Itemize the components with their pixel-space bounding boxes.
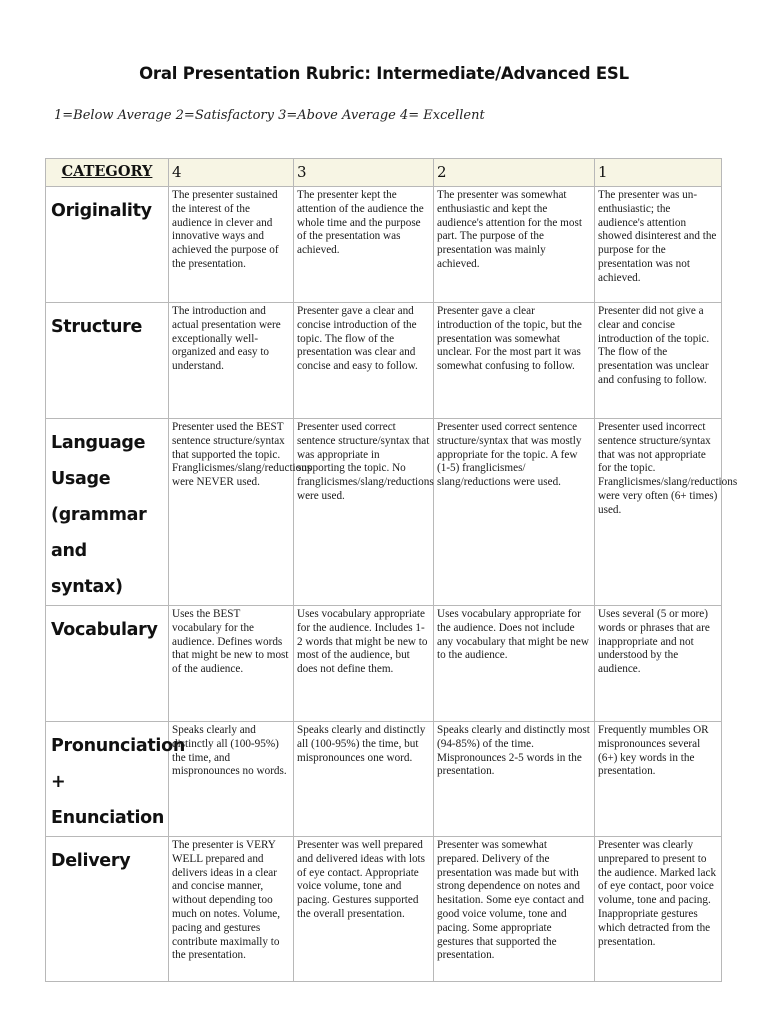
cell-score-1: Presenter used incorrect sentence structure/syntax that was not appropriate for the topic. Franglicismes/slang/reductions were very often (6+ times) used. [595, 419, 722, 606]
cell-score-4: The presenter sustained the interest of the audience in clever and innovative ways and achieved the purpose of the presentation. [169, 187, 294, 303]
cell-score-2: Presenter gave a clear introduction of the topic, but the presentation was somewhat unclear. For the most part it was somewhat confusing to follow. [434, 303, 595, 419]
cell-score-2: Presenter used correct sentence structure/syntax that was mostly appropriate for the topic. A few (1-5) franglicismes/ slang/reductions were used. [434, 419, 595, 606]
cell-score-3: Uses vocabulary appropriate for the audience. Includes 1-2 words that might be new to most of the audience, but does not define them. [294, 606, 434, 722]
cell-score-3: Speaks clearly and distinctly all (100-95%) the time, but mispronounces one word. [294, 722, 434, 837]
row-category-label: Structure [46, 303, 169, 419]
cell-score-4: Speaks clearly and distinctly all (100-95%) the time, and mispronounces no words. [169, 722, 294, 837]
table-row [46, 419, 722, 606]
cell-score-4: Presenter used the BEST sentence structure/syntax that supported the topic. Franglicismes/slang/reductions were NEVER used. [169, 419, 294, 606]
cell-score-3: Presenter was well prepared and delivered ideas with lots of eye contact. Appropriate voice volume, tone and pacing. Gestures supported the overall presentation. [294, 837, 434, 982]
table-row [46, 722, 722, 837]
table-row [46, 606, 722, 722]
table-row [46, 187, 722, 303]
row-category-label: Language Usage (grammar and syntax) [46, 419, 169, 606]
cell-score-2: Speaks clearly and distinctly most (94-85%) of the time. Mispronounces 2-5 words in the presentation. [434, 722, 595, 837]
cell-score-3: Presenter gave a clear and concise introduction of the topic. The flow of the presentation was clear and concise and easy to follow. [294, 303, 434, 419]
row-category-label: Vocabulary [46, 606, 169, 722]
header-category: CATEGORY [46, 159, 169, 187]
rubric-table [45, 158, 738, 982]
cell-score-2: The presenter was somewhat enthusiastic and kept the audience's attention for the most part. The purpose of the presentation was mainly achieved. [434, 187, 595, 303]
cell-score-3: Presenter used correct sentence structure/syntax that was appropriate in supporting the topic. No franglicismes/slang/reductions were used. [294, 419, 434, 606]
cell-score-2: Presenter was somewhat prepared. Delivery of the presentation was made but with strong dependence on notes and hesitation. Some eye contact and good voice volume, tone and pacing. Some appropriate gestures that supported the presentation. [434, 837, 595, 982]
cell-score-3: The presenter kept the attention of the audience the whole time and the purpose of the presentation was achieved. [294, 187, 434, 303]
header-score-1: 1 [595, 159, 722, 187]
row-category-label: Delivery [46, 837, 169, 982]
cell-score-2: Uses vocabulary appropriate for the audience. Does not include any vocabulary that might be new to the audience. [434, 606, 595, 722]
cell-score-1: Presenter was clearly unprepared to present to the audience. Marked lack of eye contact, poor voice volume, tone and pacing. Inappropriate gestures which detracted from the presentation. [595, 837, 722, 982]
row-category-label: Originality [46, 187, 169, 303]
page-title: Oral Presentation Rubric: Intermediate/Advanced ESL [139, 64, 629, 83]
header-score-3: 3 [294, 159, 434, 187]
header-row [46, 159, 722, 187]
cell-score-4: The introduction and actual presentation were exceptionally well- organized and easy to understand. [169, 303, 294, 419]
table-row [46, 837, 722, 982]
cell-score-1: Presenter did not give a clear and concise introduction of the topic. The flow of the presentation was unclear and confusing to follow. [595, 303, 722, 419]
cell-score-1: Frequently mumbles OR mispronounces several (6+) key words in the presentation. [595, 722, 722, 837]
table-row [46, 303, 722, 419]
cell-score-4: Uses the BEST vocabulary for the audience. Defines words that might be new to most of the audience. [169, 606, 294, 722]
cell-score-4: The presenter is VERY WELL prepared and delivers ideas in a clear and concise manner, without depending too much on notes. Volume, pacing and gestures contribute maximally to the presentation. [169, 837, 294, 982]
header-score-4: 4 [169, 159, 294, 187]
header-score-2: 2 [434, 159, 595, 187]
cell-score-1: The presenter was un-enthusiastic; the audience's attention showed disinterest and the purpose for the presentation was not achieved. [595, 187, 722, 303]
row-category-label: Pronunciation + Enunciation [46, 722, 169, 837]
cell-score-1: Uses several (5 or more) words or phrases that are inappropriate and not understood by the audience. [595, 606, 722, 722]
rating-scale-legend: 1=Below Average 2=Satisfactory 3=Above Average 4= Excellent [54, 108, 485, 123]
